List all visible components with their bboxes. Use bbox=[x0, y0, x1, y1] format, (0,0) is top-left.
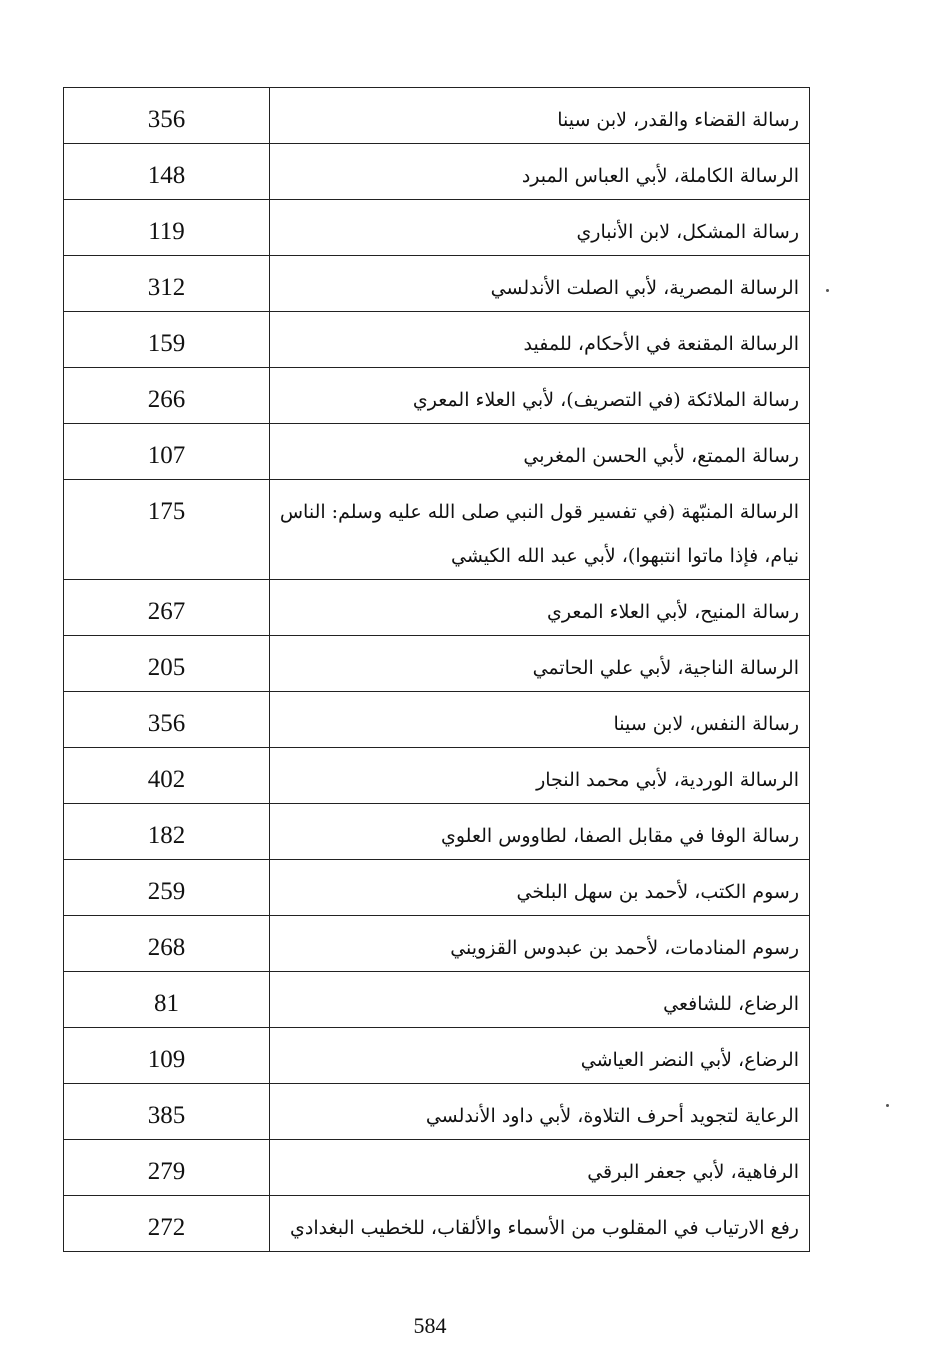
table-row bbox=[64, 916, 810, 972]
table-row bbox=[64, 860, 810, 916]
page-reference: 279 bbox=[64, 1140, 270, 1196]
table-row bbox=[64, 1196, 810, 1252]
page-reference: 148 bbox=[64, 144, 270, 200]
table-row bbox=[64, 88, 810, 144]
entry-title: رسوم الكتب، لأحمد بن سهل البلخي bbox=[270, 860, 810, 916]
entry-title: الرضاع، للشافعي bbox=[270, 972, 810, 1028]
entry-title: الرفاهية، لأبي جعفر البرقي bbox=[270, 1140, 810, 1196]
entry-title: الرسالة الناجية، لأبي علي الحاتمي bbox=[270, 636, 810, 692]
entry-title: رسالة المشكل، لابن الأنباري bbox=[270, 200, 810, 256]
page-reference: 107 bbox=[64, 424, 270, 480]
entry-title: رسالة المنيح، لأبي العلاء المعري bbox=[270, 580, 810, 636]
entry-title: الرعاية لتجويد أحرف التلاوة، لأبي داود الأندلسي bbox=[270, 1084, 810, 1140]
page-reference: 182 bbox=[64, 804, 270, 860]
entry-title: الرسالة المصرية، لأبي الصلت الأندلسي bbox=[270, 256, 810, 312]
table-row bbox=[64, 1084, 810, 1140]
page-reference: 267 bbox=[64, 580, 270, 636]
entry-title: الرسالة الوردية، لأبي محمد النجار bbox=[270, 748, 810, 804]
index-table-body bbox=[64, 88, 810, 1252]
page-reference: 402 bbox=[64, 748, 270, 804]
table-row bbox=[64, 200, 810, 256]
page-reference: 272 bbox=[64, 1196, 270, 1252]
scan-mark bbox=[826, 289, 829, 292]
entry-title: رسالة الوفا في مقابل الصفا، لطاووس العلوي bbox=[270, 804, 810, 860]
entry-title: رفع الارتياب في المقلوب من الأسماء والألقاب، للخطيب البغدادي bbox=[270, 1196, 810, 1252]
page-reference: 266 bbox=[64, 368, 270, 424]
page-reference: 259 bbox=[64, 860, 270, 916]
entry-title: الرسالة الكاملة، لأبي العباس المبرد bbox=[270, 144, 810, 200]
entry-title: رسالة القضاء والقدر، لابن سينا bbox=[270, 88, 810, 144]
table-row bbox=[64, 580, 810, 636]
page-reference: 205 bbox=[64, 636, 270, 692]
table-row bbox=[64, 368, 810, 424]
table-row bbox=[64, 636, 810, 692]
entry-title: رسالة النفس، لابن سينا bbox=[270, 692, 810, 748]
page-reference: 109 bbox=[64, 1028, 270, 1084]
table-row bbox=[64, 312, 810, 368]
page-reference: 175 bbox=[64, 480, 270, 580]
entry-title: الرسالة المنبّهة (في تفسير قول النبي صلى الله عليه وسلم: الناس نيام، فإذا ماتوا انتبهوا)، لأبي عبد الله الكيشي bbox=[270, 480, 810, 580]
page-number: 584 bbox=[413, 1313, 447, 1338]
page-reference: 268 bbox=[64, 916, 270, 972]
table-row bbox=[64, 692, 810, 748]
index-table bbox=[63, 87, 810, 1252]
table-row bbox=[64, 144, 810, 200]
page-reference: 356 bbox=[64, 692, 270, 748]
table-row bbox=[64, 424, 810, 480]
table-row bbox=[64, 804, 810, 860]
page-reference: 356 bbox=[64, 88, 270, 144]
table-row bbox=[64, 256, 810, 312]
table-row bbox=[64, 1140, 810, 1196]
entry-title: رسوم المنادمات، لأحمد بن عبدوس القزويني bbox=[270, 916, 810, 972]
entry-title: الرسالة المقنعة في الأحكام، للمفيد bbox=[270, 312, 810, 368]
table-row bbox=[64, 748, 810, 804]
table-row bbox=[64, 480, 810, 580]
table-row bbox=[64, 972, 810, 1028]
page-reference: 385 bbox=[64, 1084, 270, 1140]
page-reference: 119 bbox=[64, 200, 270, 256]
entry-title: رسالة الملائكة (في التصريف)، لأبي العلاء المعري bbox=[270, 368, 810, 424]
entry-title: الرضاع، لأبي النضر العياشي bbox=[270, 1028, 810, 1084]
entry-title: رسالة الممتع، لأبي الحسن المغربي bbox=[270, 424, 810, 480]
page-reference: 312 bbox=[64, 256, 270, 312]
scan-mark bbox=[886, 1104, 889, 1107]
page-reference: 81 bbox=[64, 972, 270, 1028]
page-reference: 159 bbox=[64, 312, 270, 368]
table-row bbox=[64, 1028, 810, 1084]
